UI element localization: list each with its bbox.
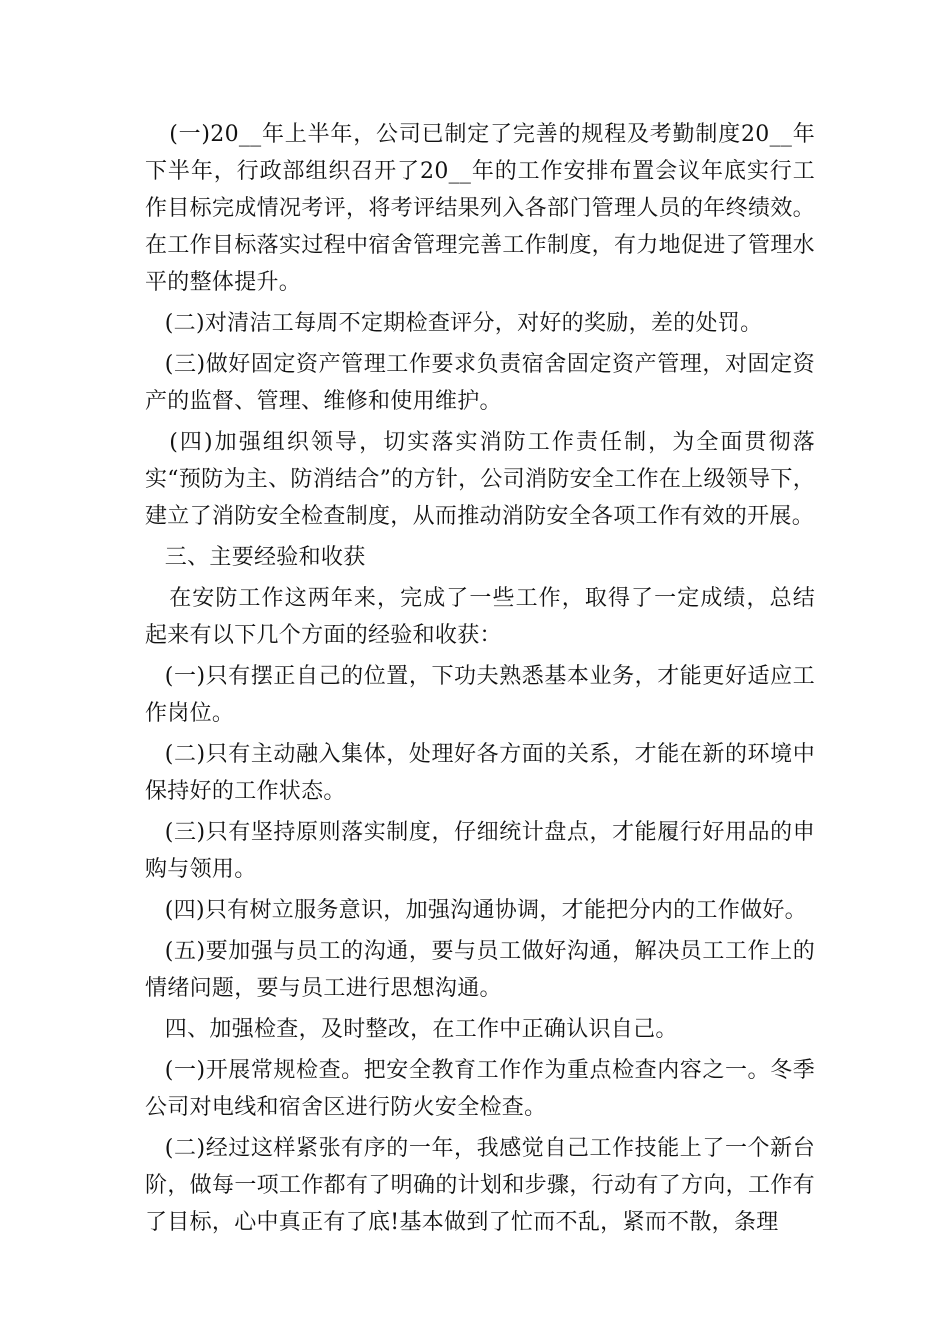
paragraph: (二)对清洁工每周不定期检查评分，对好的奖励，差的处罚。 (164, 311, 763, 336)
paragraph: (一)只有摆正自己的位置，下功夫熟悉基本业务，才能更好适应工作岗位。 (145, 664, 815, 726)
document-body (145, 116, 815, 1241)
paragraph: 在安防工作这两年来，完成了一些工作，取得了一定成绩，总结起来有以下几个方面的经验和收获： (145, 586, 815, 648)
paragraph: (一)20__年上半年，公司已制定了完善的规程及考勤制度20__年下半年，行政部组织召开了20__年的工作安排布置会议年底实行工作目标完成情况考评，将考评结果列入各部门管理人员的年终绩效。在工作目标落实过程中宿舍管理完善工作制度，有力地促进了管理水平的整体提升。 (145, 122, 815, 295)
section-heading: 四、加强检查，及时整改，在工作中正确认识自己。 (164, 1017, 678, 1042)
paragraph: (五)要加强与员工的沟通，要与员工做好沟通，解决员工工作上的情绪问题，要与员工进行思想沟通。 (145, 939, 815, 1001)
paragraph: (三)只有坚持原则落实制度，仔细统计盘点，才能履行好用品的申购与领用。 (145, 820, 815, 882)
paragraph: (三)做好固定资产管理工作要求负责宿舍固定资产管理，对固定资产的监督、管理、维修和使用维护。 (145, 352, 815, 414)
paragraph: (二)经过这样紧张有序的一年，我感觉自己工作技能上了一个新台阶，做每一项工作都有了明确的计划和步骤，行动有了方向，工作有了目标，心中真正有了底!基本做到了忙而不乱，紧而不散，条理 (145, 1136, 815, 1235)
section-heading: 三、主要经验和收获 (164, 545, 366, 570)
paragraph: (一)开展常规检查。把安全教育工作作为重点检查内容之一。冬季公司对电线和宿舍区进行防火安全检查。 (145, 1058, 815, 1120)
paragraph: (四)加强组织领导，切实落实消防工作责任制，为全面贯彻落实“预防为主、防消结合”的方针，公司消防安全工作在上级领导下，建立了消防安全检查制度，从而推动消防安全各项工作有效的开展。 (145, 430, 815, 529)
paragraph: (四)只有树立服务意识，加强沟通协调，才能把分内的工作做好。 (164, 898, 807, 923)
paragraph: (二)只有主动融入集体，处理好各方面的关系，才能在新的环境中保持好的工作状态。 (145, 742, 815, 804)
